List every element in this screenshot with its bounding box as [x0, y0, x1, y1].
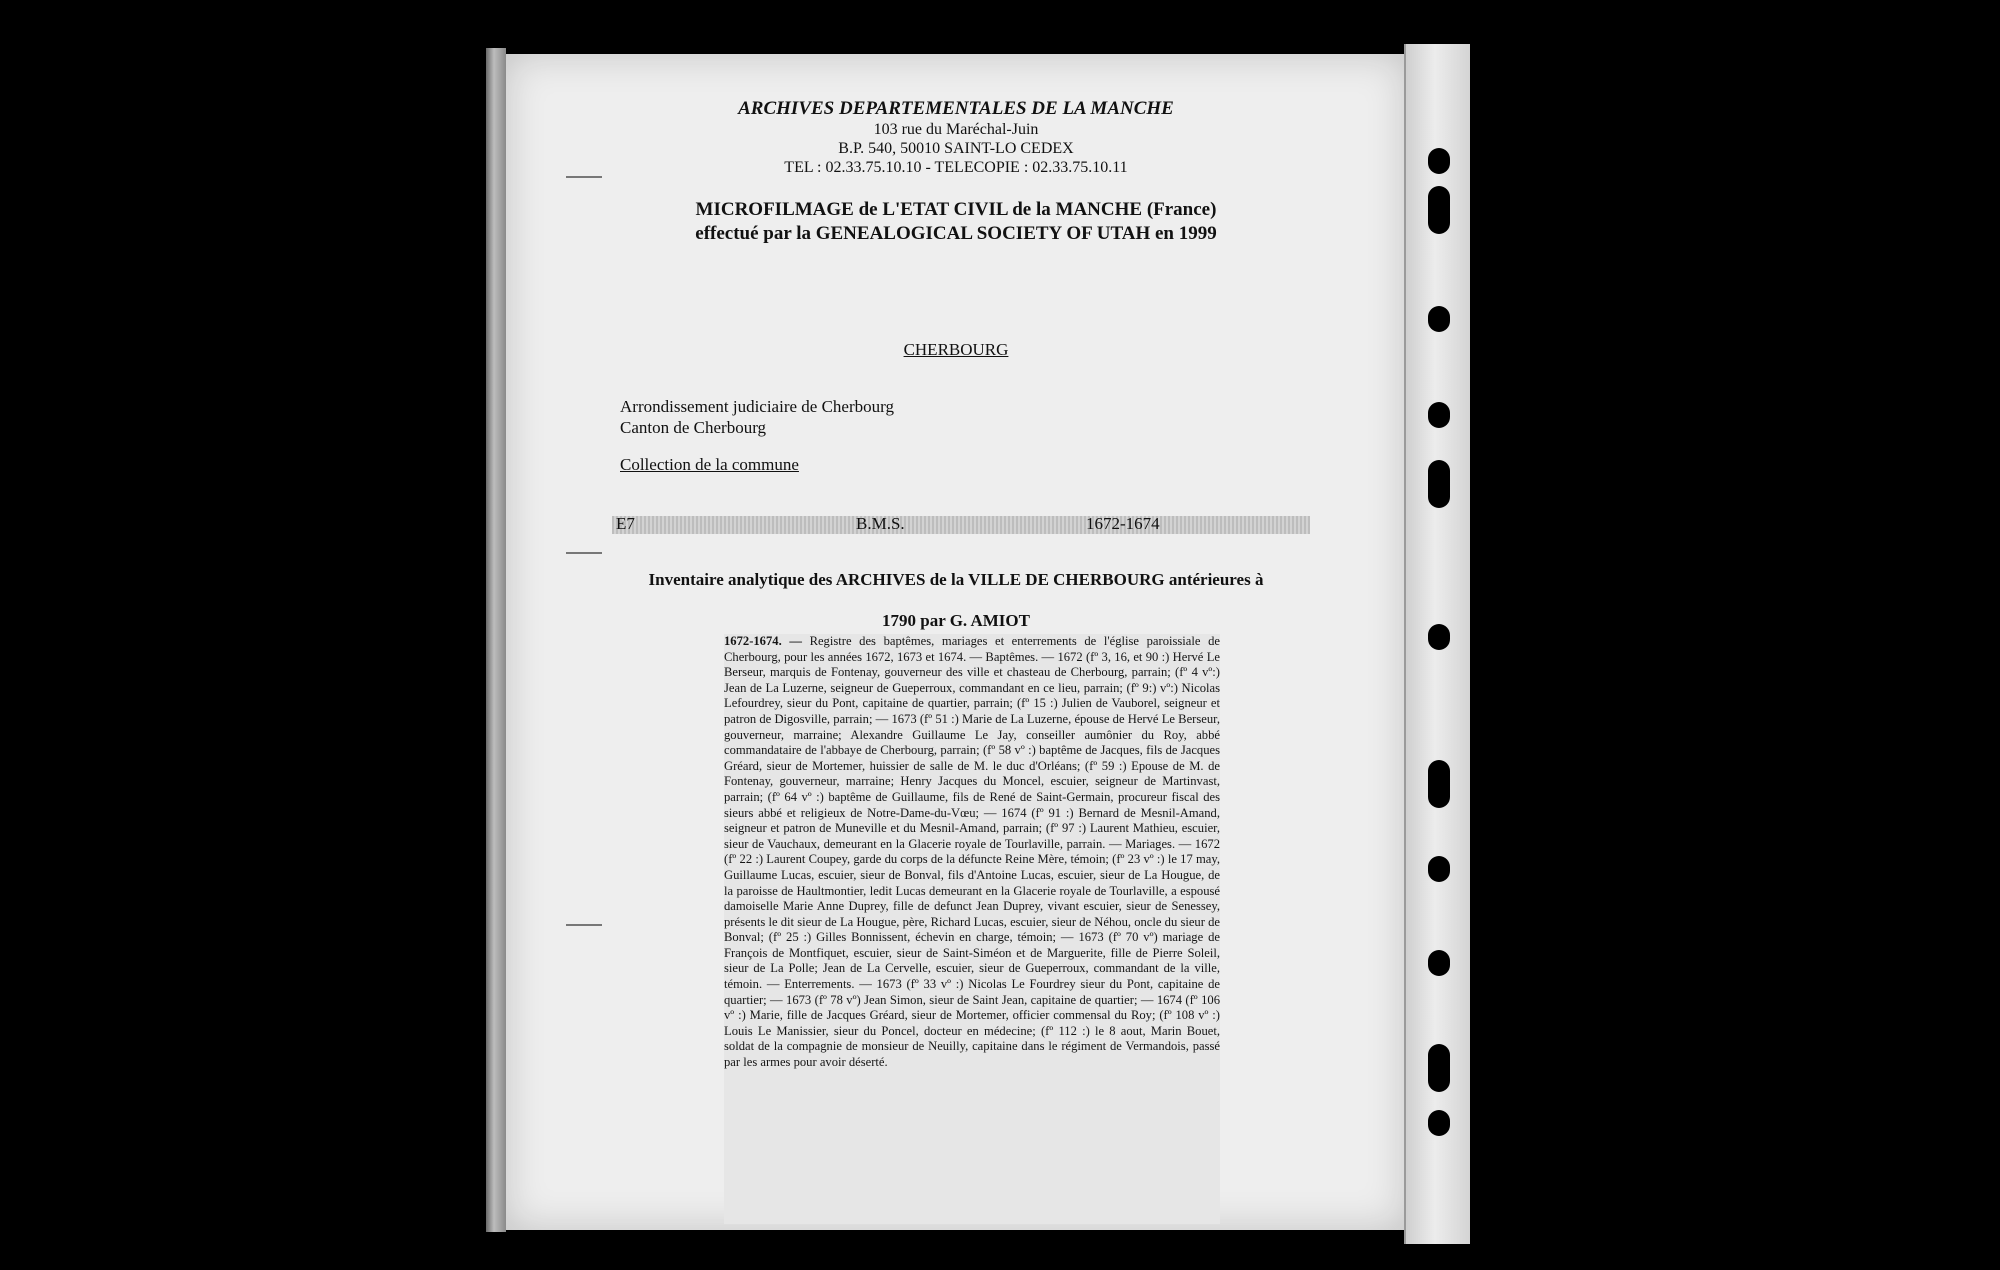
punch-hole-icon	[1428, 148, 1450, 174]
canton-line: Canton de Cherbourg	[620, 418, 767, 437]
punch-hole-icon	[1428, 760, 1450, 808]
punch-hole-icon	[1428, 186, 1450, 234]
fold-mark	[566, 552, 602, 554]
institution-heading: ARCHIVES DEPARTEMENTALES DE LA MANCHE	[738, 98, 1174, 119]
arrondissement-line: Arrondissement judiciaire de Cherbourg	[620, 397, 894, 416]
sheet-protector-strip	[1404, 44, 1470, 1244]
binder-spine	[486, 48, 506, 1232]
microfilm-title-line-1: MICROFILMAGE de L'ETAT CIVIL de la MANCHE (France)	[695, 199, 1217, 220]
scanned-entry	[724, 634, 1220, 1224]
microfilm-title	[506, 198, 1406, 246]
inventory-title-line-2: 1790 par G. AMIOT	[882, 611, 1030, 630]
punch-hole-icon	[1428, 402, 1450, 428]
address-line-1: 103 rue du Maréchal-Juin	[873, 121, 1039, 138]
punch-hole-icon	[1428, 1044, 1450, 1092]
record-type: B.M.S.	[856, 514, 905, 533]
microfilm-title-line-2: effectué par la GENEALOGICAL SOCIETY OF UTAH en 1999	[695, 223, 1217, 244]
jurisdiction-block	[620, 396, 894, 438]
inventory-title-line-1: Inventaire analytique des ARCHIVES de la VILLE DE CHERBOURG antérieures à	[648, 570, 1264, 589]
commune-heading: CHERBOURG	[903, 340, 1009, 359]
entry-body: Registre des baptêmes, mariages et enterrements de l'église paroissiale de Cherbourg, pour les années 1672, 1673 et 1674. — Baptêmes. — 1672 (fº 3, 16, et 90 :) Hervé Le Berseur, marquis de Fontenay, gouverneur des ville et chasteau de Cherbourg, parrain; (fº 4 vº:) Jean de La Luzerne, seigneur de Gueperroux, commandant en ce lieu, parrain; (fº 9:) vº:) Nicolas Lefourdrey, sieur du Pont, capitaine de quartier, parrain; (fº 15 :) Julien de Vauborel, seigneur et patron de Digosville, parrain; — 1673 (fº 51 :) Marie de La Luzerne, épouse de Hervé Le Berseur, gouverneur, marraine; Alexandre Guillaume Le Jay, conseiller aumônier du Roy, abbé commandataire de l'abbaye de Cherbourg, parrain; (fº 58 vº :) baptême de Jacques, fils de Jacques Gréard, sieur de Mortemer, huissier de salle de M. le duc d'Orléans; (fº 59 :) Epouse de M. de Fontenay, gouverneur, marraine; Henry Jacques du Moncel, escuier, seigneur de Martinvast, parrain; (fº 64 vº :) baptême de Guillaume, fils de René de Saint-Germain, procureur fiscal des sieurs abbé et religieux de Notre-Dame-du-Vœu; — 1674 (fº 91 :) Bernard de Mesnil-Amand, seigneur et patron de Muneville et du Mesnil-Amand, parrain; (fº 97 :) Laurent Mathieu, escuier, sieur de Vauchaux, demeurant en la Glacerie royale de Tourlaville, parrain. — Mariages. — 1672 (fº 22 :) Laurent Coupey, garde du corps de la défuncte Reine Mère, témoin; (fº 23 vº :) le 17 may, Guillaume Lucas, escuier, sieur de Bonval, fils d'Antoine Lucas, escuier, sieur de La Hougue, de la paroisse de Haultmontier, ledit Lucas demeurant en la Glacerie royale de Tourlaville, a espousé damoiselle Marie Anne Duprey, fille de defunct Jean Duprey, vivant escuier, sieur de Senessey, présents le dit sieur de La Hougue, père, Richard Lucas, escuier, sieur de Néhou, oncle du sieur de Bonval; (fº 25 :) Gilles Bonnissent, échevin en charge, témoin; — 1673 (fº 70 vº) mariage de François de Montfiquet, escuier, sieur de Saint-Siméon et de Marguerite, fille de Pierre Soleil, sieur de La Polle; Jean de La Cervelle, escuier, sieur de Gueperroux, commandant de la ville, témoin. — Enterrements. — 1673 (fº 33 vº :) Nicolas Le Fourdrey sieur du Pont, capitaine de quartier; — 1673 (fº 78 vº) Jean Simon, sieur de Saint Jean, capitaine de quartier; — 1674 (fº 106 vº :) Marie, fille de Jacques Gréard, sieur de Mortemer, officier commensal du Roy; (fº 108 vº :) Louis Le Manissier, sieur du Poncel, docteur en médecine; (fº 112 :) le 8 aout, Marin Bouet, soldat de la compagnie de monsieur de Neuilly, capitaine dans le régiment de Vermandois, passé par les armes pour avoir déserté.	[724, 634, 1220, 1070]
document-page	[506, 54, 1406, 1230]
punch-hole-icon	[1428, 950, 1450, 976]
punch-hole-icon	[1428, 856, 1450, 882]
record-bar	[612, 516, 1310, 534]
punch-hole-icon	[1428, 1110, 1450, 1136]
entry-text	[724, 634, 1220, 1071]
fold-mark	[566, 924, 602, 926]
record-years: 1672-1674	[1086, 514, 1160, 533]
entry-lead: 1672-1674. —	[724, 634, 802, 648]
punch-hole-icon	[1428, 624, 1450, 650]
record-code: E7	[616, 514, 635, 533]
punch-hole-icon	[1428, 460, 1450, 508]
punch-hole-icon	[1428, 306, 1450, 332]
collection-heading: Collection de la commune	[620, 455, 799, 474]
fold-mark	[566, 176, 602, 178]
address-block	[506, 120, 1406, 177]
address-line-2: B.P. 540, 50010 SAINT-LO CEDEX	[838, 140, 1074, 157]
contact-line: TEL : 02.33.75.10.10 - TELECOPIE : 02.33.75.10.11	[784, 159, 1128, 176]
